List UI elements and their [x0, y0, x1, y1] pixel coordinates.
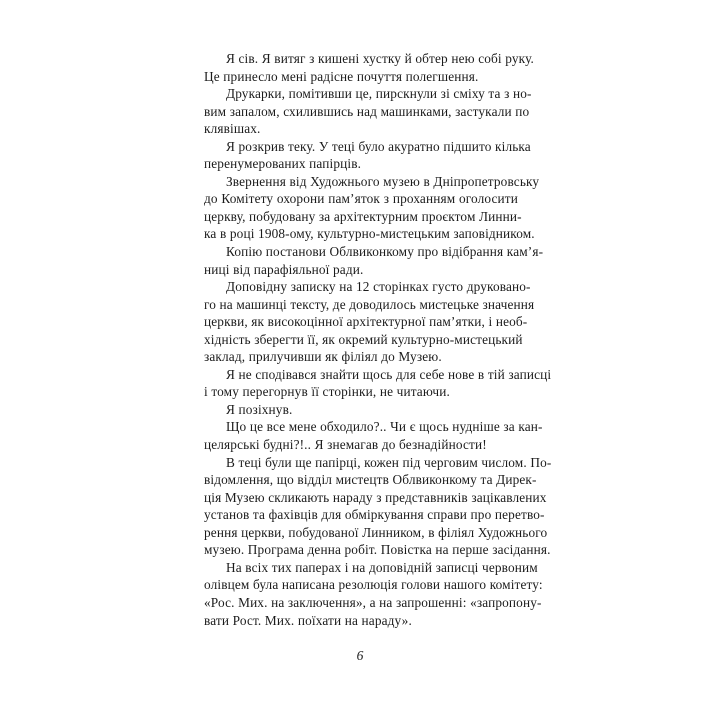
text-line: ція Музею скликають нараду з представників зацікавлених: [204, 489, 547, 505]
paragraph: [204, 278, 535, 366]
text-line: перенумерованих папірців.: [204, 156, 362, 172]
text-line: заклад, прилучивши як філіял до Музею.: [204, 349, 442, 365]
text-line: рення церкви, побудованої Линником, в філіял Художнього: [204, 524, 548, 540]
text-line: ка в році 1908-ому, культурно-мистецьким заповідником.: [204, 226, 535, 242]
text-line: Доповідну записку на 12 сторінках густо друковано-: [226, 279, 531, 295]
text-line: «Рос. Мих. на заключення», а на запрошенні: «запропону-: [204, 594, 542, 610]
text-line: В теці були ще папірці, кожен під черговим числом. По-: [226, 454, 552, 470]
text-line: вати Рост. Мих. поїхати на нараду».: [204, 612, 412, 628]
page-text-body: [204, 50, 552, 629]
text-line: установ та фахівців для обміркування справи про перетво-: [204, 507, 545, 523]
paragraph: [204, 559, 543, 629]
text-line: олівцем була написана резолюція голови нашого комітету:: [204, 577, 543, 593]
paragraph: [204, 401, 518, 419]
text-line: відомлення, що відділ мистецтв Облвиконкому та Дирек-: [204, 472, 537, 488]
text-line: хідність зберегти її, як окремий культурно-мистецький: [204, 331, 523, 347]
paragraph: [204, 243, 544, 278]
paragraph: [204, 85, 532, 138]
paragraph: [204, 366, 552, 401]
text-line: до Комітету охорони пам’яток з проханням оголосити: [204, 191, 518, 207]
text-line: Я позіхнув.: [226, 401, 293, 417]
text-line: вим запалом, схилившись над машинками, застукали по: [204, 103, 530, 119]
text-line: Що це все мене обходило?.. Чи є щось нудніше за кан-: [226, 419, 543, 435]
text-line: церкву, побудовану за архітектурним проєктом Линни-: [204, 208, 522, 224]
text-line: Я розкрив теку. У теці було акуратно підшито кілька: [226, 138, 531, 154]
text-line: целярські будні?!.. Я знемагав до безнадійности!: [204, 437, 487, 453]
paragraph: [204, 418, 543, 453]
text-line: Друкарки, помітивши це, пирскнули зі сміху та з но-: [226, 86, 532, 102]
text-line: музею. Програма денна робіт. Повістка на перше засідання.: [204, 542, 551, 558]
paragraph: [204, 454, 552, 559]
paragraph: [204, 50, 534, 85]
text-line: церкви, як високоцінної архітектурної пам’ятки, і необ-: [204, 314, 528, 330]
page-number: 6: [356, 648, 364, 663]
text-line: клявішах.: [204, 121, 261, 137]
text-line: Звернення від Художнього музею в Дніпропетровську: [226, 173, 540, 189]
paragraph: [204, 173, 540, 243]
text-line: Я не сподівався знайти щось для себе нове в тій записці: [226, 366, 552, 382]
text-line: Копію постанови Облвиконкому про відібрання кам’я-: [226, 244, 544, 260]
text-line: ниці від парафіяльної ради.: [204, 261, 364, 277]
paragraph: [204, 138, 531, 173]
text-line: Я сів. Я витяг з кишені хустку й обтер нею собі руку.: [226, 51, 534, 66]
text-line: Це принесло мені радісне почуття полегшення.: [204, 68, 479, 84]
text-line: го на машинці тексту, де доводилось мистецьке значення: [204, 296, 535, 312]
text-line: На всіх тих паперах і на доповідній записці червоним: [226, 559, 538, 575]
text-line: і тому перегорнув її сторінки, не читаючи.: [204, 384, 450, 400]
